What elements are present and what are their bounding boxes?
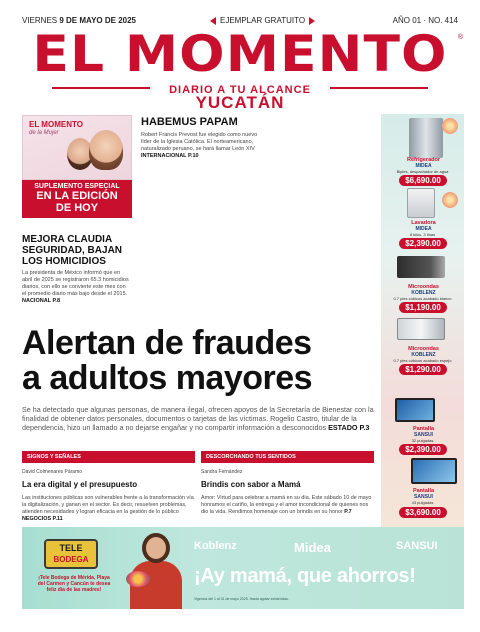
processional-cross-icon <box>321 114 341 134</box>
ad-price: $2,390.00 <box>399 444 447 455</box>
pope-figure <box>181 242 251 324</box>
sansui-logo: SANSUI <box>396 540 438 552</box>
ad-brand: MIDEA <box>415 163 432 169</box>
woman-portrait-icon-2 <box>89 130 123 170</box>
column-descorchando[interactable] <box>201 451 374 516</box>
column-page-ref[interactable]: NEGOCIOS P.11 <box>22 516 63 522</box>
mother-head <box>142 533 170 563</box>
tagline-rule-right <box>330 87 428 89</box>
banner-title: ¡Ay mamá, que ahorros! <box>194 565 416 587</box>
ad-desc: 8 kilos, 3 tinas <box>409 232 436 237</box>
column-author: Sandra Fernández <box>201 469 243 475</box>
supplement-brand: EL MOMENTO <box>29 120 83 129</box>
pope-page-ref[interactable]: INTERNACIONAL P.10 <box>141 153 199 159</box>
pope-headline[interactable]: HABEMUS PAPAM <box>141 116 238 128</box>
washing-machine-icon <box>407 188 435 218</box>
koblenz-logo: Koblenz <box>194 540 237 552</box>
main-lead <box>22 405 374 432</box>
cross-bar <box>313 142 349 148</box>
midea-logo: Midea <box>294 540 331 555</box>
ad-name: Pantalla <box>412 488 435 494</box>
issue-date <box>22 16 136 25</box>
ad-price: $1,190.00 <box>399 302 447 313</box>
claudia-body <box>22 270 130 305</box>
brand-logos <box>194 540 464 556</box>
tv-icon <box>395 398 435 422</box>
claudia-headline[interactable]: MEJORA CLAUDIA SEGURIDAD, BAJAN LOS HOMICIDIOS <box>22 234 123 267</box>
flower-icon <box>442 192 458 208</box>
main-page-ref[interactable]: ESTADO P.3 <box>328 423 370 432</box>
column-page-ref[interactable]: P.7 <box>344 509 352 515</box>
mother-illustration <box>126 533 184 609</box>
banner-note: ¡Tele Bodega de Mérida, Playa del Carmen y Cancún te desea feliz día de las madres! <box>37 575 111 593</box>
ad-brand: SANSUI <box>414 494 433 500</box>
ad-desc: 0.7 pies cúbicos acabado espejo <box>393 358 452 363</box>
store-name-line1: TELE <box>59 543 83 553</box>
pope-body <box>141 132 261 160</box>
arrow-left-icon <box>210 17 216 25</box>
supplement-line2: EN LA EDICIÓN <box>36 190 118 202</box>
priest-surplice <box>271 264 299 324</box>
ad-brand: SANSUI <box>414 432 433 438</box>
store-name-line2: BODEGA <box>53 555 89 564</box>
supplement-line3: DE HOY <box>55 202 99 214</box>
ad-name: Microondas <box>408 346 439 352</box>
flower-icon <box>442 118 458 134</box>
registered-mark: ® <box>457 34 463 41</box>
column-body <box>22 495 195 523</box>
ad-price: $6,690.00 <box>399 175 447 186</box>
ad-brand: KOBLENZ <box>411 352 436 358</box>
main-lead-text: Se ha detectado que algunas personas, de manera ilegal, ofrecen apoyos de la Secretaría de Bienestar con la finalidad de obtener datos personales, documentos o tarjetas de las víctimas. Rogelio Castro, titular de la dependencia, hizo un llamado a no dejarse engañar y no compartir información a desconocidos <box>22 405 374 432</box>
ad-desc: Bipies, despachador de agua <box>396 169 449 174</box>
free-copy-label <box>210 16 315 25</box>
priest-figure <box>261 254 309 324</box>
ad-item[interactable] <box>381 376 464 433</box>
tagline-rule-left <box>52 87 150 89</box>
ad-name: Pantalla <box>412 426 435 432</box>
supplement-subtitle: de la Mujer <box>29 130 59 136</box>
supplement-cover-image[interactable] <box>22 115 132 180</box>
claudia-body-text: La presidenta de México informó que en abril de 2025 se registraron 65.3 homicidios diarios, con ello se convierte este mes con el promedio diario más bajo desde el 2015. <box>22 270 129 297</box>
date-text: 9 DE MAYO DE 2025 <box>59 16 136 25</box>
region-title: YUCATÁN <box>195 93 285 112</box>
column-body <box>201 495 374 516</box>
banner-fine-print: Vigencia del 1 al 31 de mayo 2025. Hasta agotar existencias. <box>194 597 289 601</box>
ad-desc: 43 pulgadas <box>411 500 434 505</box>
column-body-text: Amor: Virtud para celebrar a mamá en su día. Este sábado 10 de mayo honramos el cariño, la entrega y el amor incondicional de quienes nos dio la vida. Rendimos homenaje con un brindis en su honor <box>201 495 372 515</box>
refrigerator-icon <box>409 118 443 158</box>
ad-name: Microondas <box>408 284 439 290</box>
main-headline[interactable] <box>22 326 382 396</box>
ad-column[interactable] <box>381 114 464 529</box>
ad-name: Refrigerador <box>406 157 440 163</box>
column-pillar <box>273 114 283 324</box>
tagline <box>0 80 480 94</box>
column-title: Brindis con sabor a Mamá <box>201 480 301 489</box>
microwave-icon <box>397 256 445 278</box>
supplement-line1: SUPLEMENTO ESPECIAL <box>34 183 120 190</box>
ad-brand: KOBLENZ <box>411 290 436 296</box>
balcony-drape <box>169 234 369 324</box>
cross-staff <box>327 122 334 324</box>
issue-number: AÑO 01 · NO. 414 <box>392 16 458 25</box>
zucchetto-icon <box>203 212 225 220</box>
tv-large-icon <box>411 458 457 484</box>
ad-name: Lavadora <box>411 220 436 226</box>
telebodega-logo <box>44 539 98 569</box>
priest-head <box>271 232 297 260</box>
ad-desc: 0.7 pies cúbicos acabado blanco <box>393 296 452 301</box>
ad-price: $3,690.00 <box>399 507 447 518</box>
free-copy-text: EJEMPLAR GRATUITO <box>220 16 306 25</box>
ad-price: $2,390.00 <box>399 238 447 249</box>
column-section-header: DESCORCHANDO TUS SENTIDOS <box>201 451 374 463</box>
bouquet-icon <box>126 571 150 587</box>
main-headline-line2: a adultos mayores <box>22 359 313 397</box>
date-weekday: VIERNES <box>22 16 58 25</box>
supplement-callout[interactable] <box>22 180 132 218</box>
pope-head <box>199 214 229 248</box>
ad-brand: MIDEA <box>415 226 432 232</box>
column-author: David Colmenares Páramo <box>22 469 83 475</box>
masthead-logo: EL MOMENTO <box>32 25 448 83</box>
ad-price: $1,290.00 <box>399 364 447 375</box>
tagline-text: DIARIO A TU ALCANCE <box>169 84 311 96</box>
arrow-right-icon <box>309 17 315 25</box>
column-title: La era digital y el presupuesto <box>22 480 138 489</box>
ad-banner[interactable] <box>22 527 464 609</box>
pope-body-text: Robert Francis Prevost fue elegido como nuevo líder de la Iglesia Católica. El norteamericano, naturalizado peruano, se hará llamar León XIV <box>141 132 258 152</box>
claudia-page-ref[interactable]: NACIONAL P.8 <box>22 298 61 304</box>
column-signos[interactable] <box>22 451 195 523</box>
column-section-header: SIGNOS Y SEÑALES <box>22 451 195 463</box>
microwave-mirror-icon <box>397 318 445 340</box>
main-headline-line1: Alertan de fraudes <box>22 324 312 362</box>
column-pillar-2 <box>353 114 363 324</box>
column-body-text: Las instituciones públicas son vulnerables frente a la transformación vía la digitalización, y ganan en el sector. Es decir, resuelven problemas, atienden necesidades y logran eficacia en la gestión de lo público <box>22 495 194 515</box>
pope-stole <box>205 246 225 324</box>
ad-desc: 32 pulgadas <box>411 438 434 443</box>
